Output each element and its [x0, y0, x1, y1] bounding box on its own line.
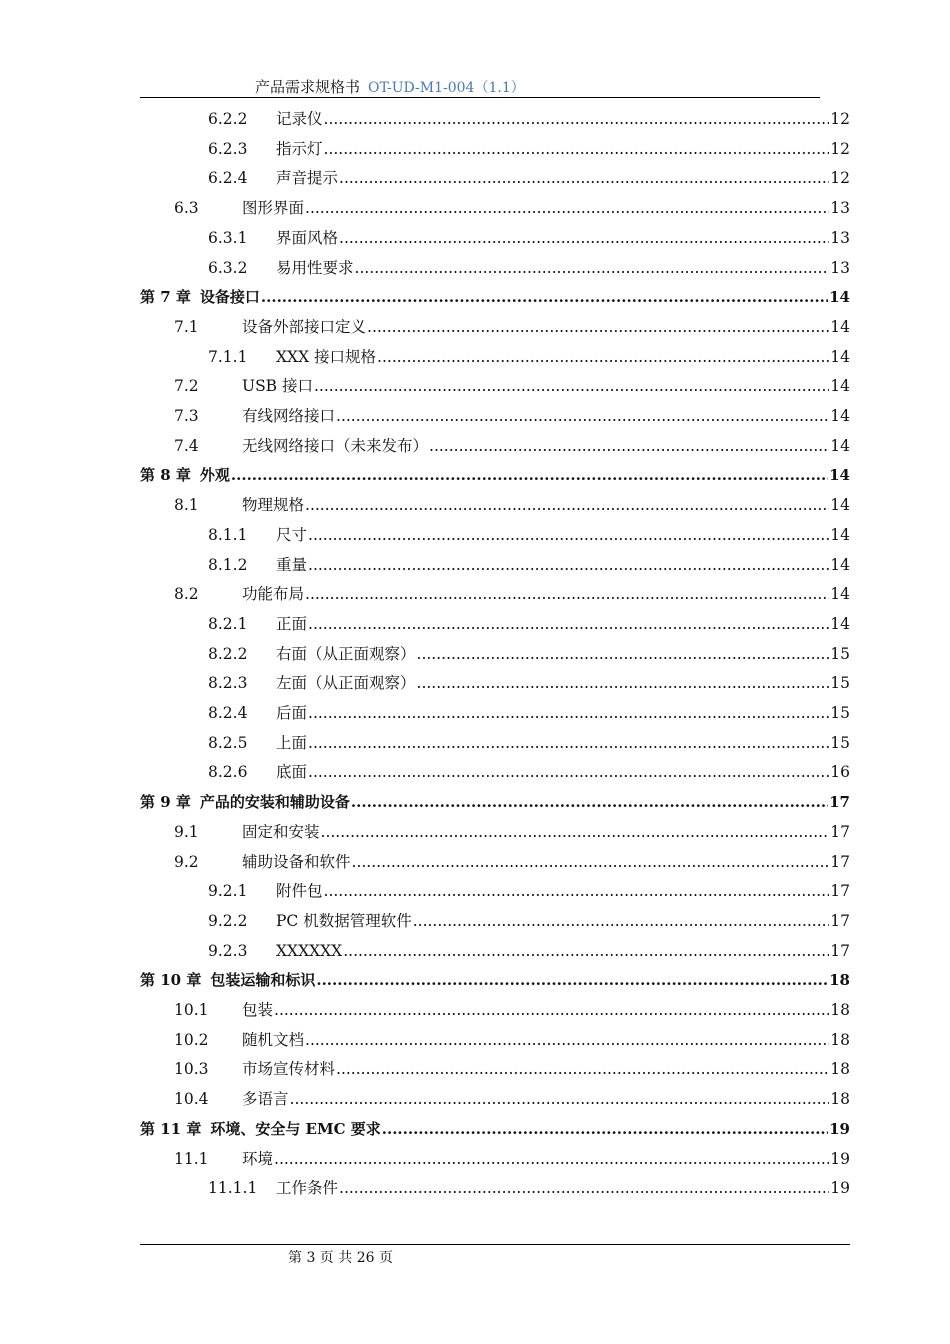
- toc-entry-label: 市场宣传材料: [242, 1060, 336, 1079]
- toc-entry-number: 第 9 章: [140, 793, 191, 812]
- toc-entry-label: 上面: [276, 733, 308, 752]
- toc-entry-page: 19: [830, 1179, 850, 1198]
- toc-entry-number: 10.1: [174, 1001, 209, 1019]
- toc-dot-leader: [429, 434, 829, 458]
- toc-entry-label: 有线网络接口: [242, 407, 336, 425]
- toc-entry-number: 第 11 章: [140, 1119, 202, 1138]
- toc-entry-page: 13: [830, 258, 850, 277]
- toc-entry-page: 17: [830, 941, 850, 960]
- toc-entry-label: 辅助设备和软件: [242, 852, 351, 871]
- toc-entry-page: 16: [830, 763, 850, 782]
- toc-entry[interactable]: [208, 1176, 850, 1200]
- toc-entry[interactable]: [174, 998, 850, 1022]
- toc-entry-page: 18: [830, 1030, 850, 1049]
- toc-entry-label: 尺寸: [276, 525, 308, 544]
- toc-entry-number: 7.1: [174, 317, 199, 336]
- toc-dot-leader: [305, 582, 829, 606]
- toc-entry-label: 界面风格: [276, 228, 339, 247]
- toc-dot-leader: [321, 820, 830, 844]
- toc-entry-number: 6.2.3: [208, 139, 248, 158]
- toc-entry-label: 右面（从正面观察）: [276, 644, 416, 663]
- toc-entry[interactable]: [174, 1028, 850, 1052]
- toc-entry[interactable]: [174, 374, 850, 398]
- toc-dot-leader: [308, 523, 829, 547]
- page-footer: 第 3 页 共 26 页: [288, 1250, 393, 1266]
- toc-dot-leader: [336, 404, 829, 428]
- toc-entry-page: 18: [830, 1090, 850, 1109]
- toc-dot-leader: [324, 137, 830, 161]
- toc-entry-label: 产品的安装和辅助设备: [199, 793, 350, 812]
- toc-entry-number: 6.3: [174, 199, 199, 218]
- toc-entry-page: 17: [830, 911, 850, 930]
- toc-entry[interactable]: [140, 968, 850, 992]
- toc-dot-leader: [308, 612, 829, 636]
- toc-entry-number: 8.2.5: [208, 733, 248, 752]
- toc-entry[interactable]: [174, 404, 850, 428]
- toc-entry[interactable]: [174, 434, 850, 458]
- toc-entry-page: 17: [830, 822, 850, 841]
- toc-entry-page: 15: [830, 704, 850, 722]
- toc-dot-leader: [377, 345, 829, 369]
- toc-entry-number: 8.2.4: [208, 704, 248, 722]
- toc-dot-leader: [417, 671, 830, 695]
- toc-entry-page: 15: [830, 644, 850, 663]
- toc-entry-number: 8.1.1: [208, 525, 248, 544]
- toc-entry-page: 14: [830, 436, 850, 455]
- toc-entry-page: 14: [830, 347, 850, 366]
- toc-entry[interactable]: [208, 137, 850, 161]
- toc-entry-number: 9.2.3: [208, 941, 248, 960]
- toc-entry-number: 7.3: [174, 407, 199, 425]
- toc-entry-number: 6.2.4: [208, 169, 248, 188]
- toc-entry-number: 9.2.1: [208, 882, 248, 901]
- toc-entry-label: 附件包: [276, 882, 323, 901]
- footer-divider: [140, 1244, 850, 1245]
- toc-entry-page: 14: [830, 585, 850, 604]
- toc-entry-label: 功能布局: [242, 585, 305, 604]
- toc-dot-leader: [324, 879, 830, 903]
- toc-dot-leader: [308, 731, 829, 755]
- toc-entry[interactable]: [208, 642, 850, 666]
- toc-entry-page: 14: [830, 377, 850, 396]
- toc-entry[interactable]: [140, 1117, 850, 1141]
- toc-dot-leader: [308, 760, 829, 784]
- toc-entry[interactable]: [174, 1147, 850, 1171]
- toc-entry-number: 6.3.1: [208, 228, 248, 247]
- toc-entry[interactable]: [174, 196, 850, 220]
- toc-entry-number: 8.2.2: [208, 644, 248, 663]
- toc-entry-label: 无线网络接口（未来发布）: [242, 436, 429, 455]
- toc-entry[interactable]: [174, 582, 850, 606]
- toc-entry-label: 环境、安全与 EMC 要求: [210, 1119, 381, 1138]
- toc-entry-number: 6.2.2: [208, 110, 248, 128]
- toc-entry-label: 物理规格: [242, 496, 305, 515]
- toc-entry-label: USB 接口: [242, 377, 313, 396]
- toc-entry[interactable]: [140, 790, 850, 814]
- toc-entry-label: XXX 接口规格: [276, 347, 377, 366]
- toc-dot-leader: [417, 642, 830, 666]
- toc-dot-leader: [274, 998, 829, 1022]
- toc-entry-page: 14: [830, 407, 850, 425]
- toc-entry[interactable]: [208, 612, 850, 636]
- toc-dot-leader: [355, 256, 830, 280]
- toc-entry-number: 7.2: [174, 377, 199, 396]
- toc-entry-page: 19: [829, 1119, 850, 1138]
- toc-dot-leader: [339, 226, 829, 250]
- toc-entry-label: 左面（从正面观察）: [276, 674, 416, 693]
- toc-entry-label: 设备外部接口定义: [242, 317, 367, 336]
- toc-entry-page: 18: [830, 1060, 850, 1079]
- toc-entry-page: 15: [830, 733, 850, 752]
- toc-dot-leader: [261, 285, 828, 309]
- toc-entry-number: 11.1.1: [208, 1179, 258, 1198]
- toc-entry-label: 包装: [242, 1001, 274, 1019]
- toc-entry-label: XXXXXX: [276, 941, 343, 960]
- toc-dot-leader: [343, 939, 829, 963]
- toc-entry-number: 第 8 章: [140, 466, 191, 485]
- toc-entry[interactable]: [174, 315, 850, 339]
- page-header: [140, 76, 820, 98]
- toc-entry-page: 12: [830, 139, 850, 158]
- toc-entry-number: 8.2.6: [208, 763, 248, 782]
- toc-entry-page: 13: [830, 228, 850, 247]
- toc-entry-page: 14: [829, 288, 850, 307]
- document-code: OT-UD-M1-004（1.1）: [368, 80, 525, 96]
- toc-entry[interactable]: [174, 850, 850, 874]
- toc-entry-number: 10.3: [174, 1060, 209, 1079]
- toc-dot-leader: [305, 196, 829, 220]
- toc-entry-label: 指示灯: [276, 139, 323, 158]
- toc-entry-number: 11.1: [174, 1149, 209, 1168]
- toc-entry[interactable]: [140, 285, 850, 309]
- toc-entry[interactable]: [208, 553, 850, 577]
- toc-entry-label: 图形界面: [242, 199, 305, 218]
- toc-entry-page: 17: [830, 852, 850, 871]
- toc-entry-label: 声音提示: [276, 169, 339, 188]
- toc-dot-leader: [305, 493, 829, 517]
- toc-dot-leader: [339, 166, 829, 190]
- toc-entry-number: 7.4: [174, 436, 199, 455]
- toc-dot-leader: [305, 1028, 829, 1052]
- toc-entry[interactable]: [174, 1087, 850, 1111]
- toc-entry-number: 9.2: [174, 852, 199, 871]
- toc-entry-label: 记录仪: [276, 110, 323, 128]
- toc-entry[interactable]: [208, 345, 850, 369]
- toc-dot-leader: [352, 850, 830, 874]
- toc-entry-page: 12: [830, 110, 850, 128]
- toc-entry-page: 14: [830, 317, 850, 336]
- toc-entry-number: 8.2.1: [208, 614, 248, 633]
- toc-dot-leader: [339, 1176, 829, 1200]
- toc-dot-leader: [413, 909, 830, 933]
- toc-entry[interactable]: [208, 909, 850, 933]
- toc-entry-page: 12: [830, 169, 850, 188]
- toc-entry[interactable]: [208, 760, 850, 784]
- toc-entry[interactable]: [208, 731, 850, 755]
- toc-entry-page: 17: [829, 793, 850, 812]
- toc-entry-number: 6.3.2: [208, 258, 248, 277]
- toc-entry-label: 工作条件: [276, 1179, 339, 1198]
- toc-entry-page: 14: [830, 525, 850, 544]
- toc-dot-leader: [308, 553, 829, 577]
- toc-entry-page: 15: [830, 674, 850, 693]
- toc-dot-leader: [314, 374, 829, 398]
- toc-entry-page: 14: [829, 466, 850, 485]
- toc-entry-number: 8.2: [174, 585, 199, 604]
- toc-entry-label: 环境: [242, 1149, 274, 1168]
- toc-entry[interactable]: [208, 256, 850, 280]
- toc-entry-number: 8.1: [174, 496, 199, 515]
- toc-entry[interactable]: [174, 493, 850, 517]
- toc-entry-page: 18: [829, 971, 850, 990]
- toc-entry-label: 随机文档: [242, 1030, 305, 1049]
- toc-dot-leader: [382, 1117, 828, 1141]
- toc-dot-leader: [336, 1057, 829, 1081]
- toc-entry-number: 8.2.3: [208, 674, 248, 693]
- toc-entry-number: 第 7 章: [140, 288, 191, 307]
- toc-entry-number: 第 10 章: [140, 971, 202, 990]
- toc-entry-number: 7.1.1: [208, 347, 248, 366]
- toc-entry-label: PC 机数据管理软件: [276, 911, 412, 930]
- toc-entry[interactable]: [174, 820, 850, 844]
- toc-entry-label: 外观: [199, 466, 230, 485]
- toc-entry[interactable]: [208, 939, 850, 963]
- toc-dot-leader: [316, 968, 828, 992]
- document-title: 产品需求规格书: [255, 78, 361, 96]
- toc-entry-label: 多语言: [242, 1090, 289, 1109]
- toc-entry-number: 10.2: [174, 1030, 209, 1049]
- toc-entry[interactable]: [208, 523, 850, 547]
- toc-entry[interactable]: [208, 701, 850, 725]
- toc-dot-leader: [367, 315, 829, 339]
- toc-entry-label: 底面: [276, 763, 308, 782]
- toc-entry-number: 8.1.2: [208, 555, 248, 574]
- toc-entry-page: 14: [830, 555, 850, 574]
- toc-entry-page: 14: [830, 614, 850, 633]
- toc-entry-label: 易用性要求: [276, 258, 354, 277]
- toc-entry-label: 包装运输和标识: [210, 971, 316, 990]
- toc-dot-leader: [231, 463, 828, 487]
- toc-dot-leader: [324, 107, 830, 131]
- toc-entry[interactable]: [208, 879, 850, 903]
- toc-entry-label: 设备接口: [199, 288, 260, 307]
- toc-dot-leader: [274, 1147, 829, 1171]
- toc-entry[interactable]: [208, 107, 850, 131]
- toc-entry-label: 正面: [276, 614, 308, 633]
- toc-entry[interactable]: [140, 463, 850, 487]
- toc-entry-number: 10.4: [174, 1090, 209, 1109]
- toc-entry-number: 9.1: [174, 822, 199, 841]
- toc-entry-page: 17: [830, 882, 850, 901]
- toc-entry[interactable]: [208, 671, 850, 695]
- toc-entry-page: 19: [830, 1149, 850, 1168]
- toc-dot-leader: [308, 701, 829, 725]
- toc-entry-label: 后面: [276, 704, 308, 722]
- toc-entry-page: 14: [830, 496, 850, 515]
- header-title-line: [255, 76, 525, 97]
- toc-entry-label: 重量: [276, 555, 308, 574]
- toc-dot-leader: [351, 790, 828, 814]
- toc-entry[interactable]: [208, 226, 850, 250]
- toc-dot-leader: [290, 1087, 830, 1111]
- toc-entry-page: 13: [830, 199, 850, 218]
- toc-entry-number: 9.2.2: [208, 911, 248, 930]
- toc-entry-label: 固定和安装: [242, 822, 320, 841]
- toc-entry[interactable]: [208, 166, 850, 190]
- toc-entry-page: 18: [830, 1001, 850, 1019]
- toc-entry[interactable]: [174, 1057, 850, 1081]
